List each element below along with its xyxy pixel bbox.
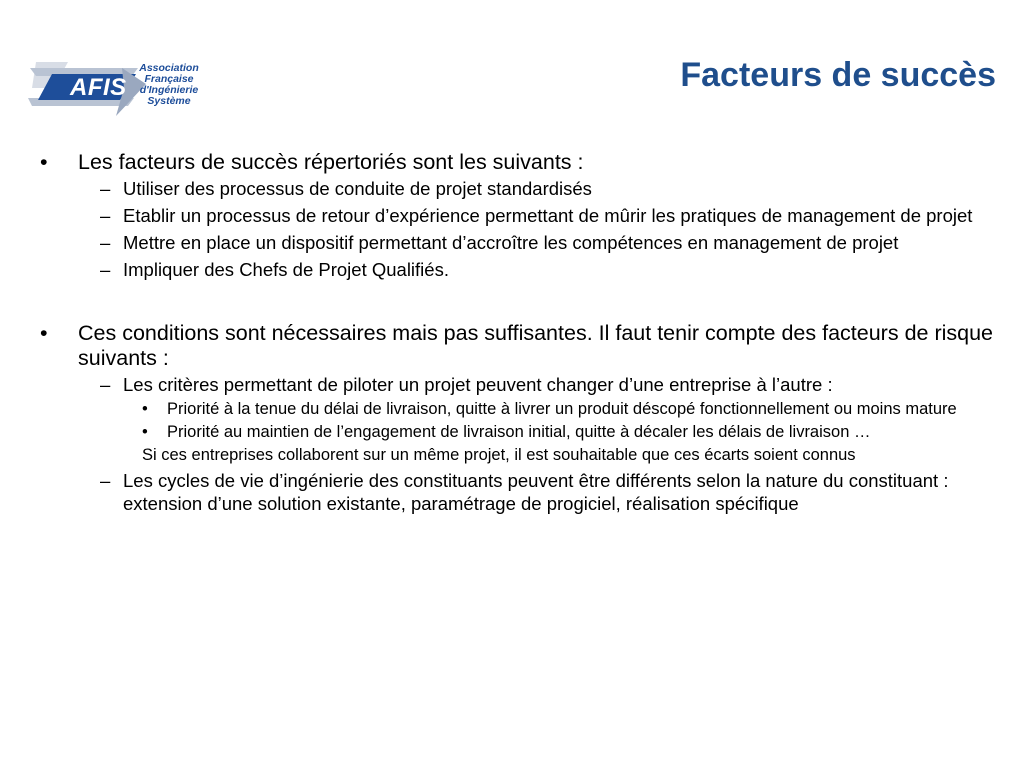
dash-marker: – — [100, 178, 111, 199]
sub-sub-bullet-item — [142, 423, 1010, 442]
bullet-item — [40, 150, 1010, 175]
afis-logo — [28, 58, 218, 126]
sub-sub-bullet-text: Priorité au maintien de l’engagement de livraison initial, quitte à décaler les délais de livraison … — [167, 423, 871, 441]
sub-sub-bullet-item — [142, 400, 1010, 419]
sub-bullet-text: Les cycles de vie d’ingénierie des constituants peuvent être différents selon la nature du constituant : extension d’une solution existante, paramétrage de progiciel, réalisation spécifique — [123, 470, 949, 514]
sub-bullet-item — [100, 373, 1010, 396]
sub-bullet-text: Impliquer des Chefs de Projet Qualifiés. — [123, 259, 449, 280]
bullet-text: Ces conditions sont nécessaires mais pas suffisantes. Il faut tenir compte des facteurs de risque suivants : — [78, 321, 994, 370]
sub-bullet-text: Les critères permettant de piloter un projet peuvent changer d’une entreprise à l’autre : — [123, 374, 833, 395]
sub-bullet-item — [100, 177, 1010, 200]
logo-line-1: Association — [139, 62, 199, 74]
logo-line-4: Système — [147, 95, 191, 107]
dash-marker: – — [100, 232, 111, 253]
logo-line-3: d'Ingénierie — [139, 84, 199, 96]
bullet-marker: • — [142, 400, 148, 418]
bullet-item — [40, 321, 1010, 371]
bullet-text: Les facteurs de succès répertoriés sont les suivants : — [78, 150, 584, 174]
sub-bullet-item — [100, 258, 1010, 281]
sub-bullet-text: Etablir un processus de retour d’expérience permettant de mûrir les pratiques de management de projet — [123, 205, 973, 226]
sub-bullet-item — [100, 231, 1010, 254]
slide-title: Facteurs de succès — [680, 56, 996, 94]
sub-bullet-text: Utiliser des processus de conduite de projet standardisés — [123, 178, 592, 199]
bullet-marker: • — [142, 423, 148, 441]
logo-acronym: AFIS — [70, 74, 127, 101]
sub-bullet-text: Mettre en place un dispositif permettant d’accroître les compétences en management de projet — [123, 232, 899, 253]
dash-marker: – — [100, 205, 111, 226]
dash-marker: – — [100, 470, 111, 491]
note-paragraph — [142, 446, 1010, 465]
dash-marker: – — [100, 374, 111, 395]
sub-bullet-item — [100, 204, 1010, 227]
note-text: Si ces entreprises collaborent sur un même projet, il est souhaitable que ces écarts soient connus — [142, 446, 856, 464]
dash-marker: – — [100, 259, 111, 280]
bullet-marker: • — [40, 150, 48, 174]
slide-body — [40, 150, 1010, 519]
spacer — [40, 285, 1010, 321]
sub-sub-bullet-text: Priorité à la tenue du délai de livraison, quitte à livrer un produit déscopé fonctionnellement ou moins mature — [167, 400, 957, 418]
sub-bullet-item — [100, 469, 1010, 515]
logo-caption — [124, 63, 214, 107]
logo-line-2: Française — [144, 73, 194, 85]
bullet-marker: • — [40, 321, 48, 345]
